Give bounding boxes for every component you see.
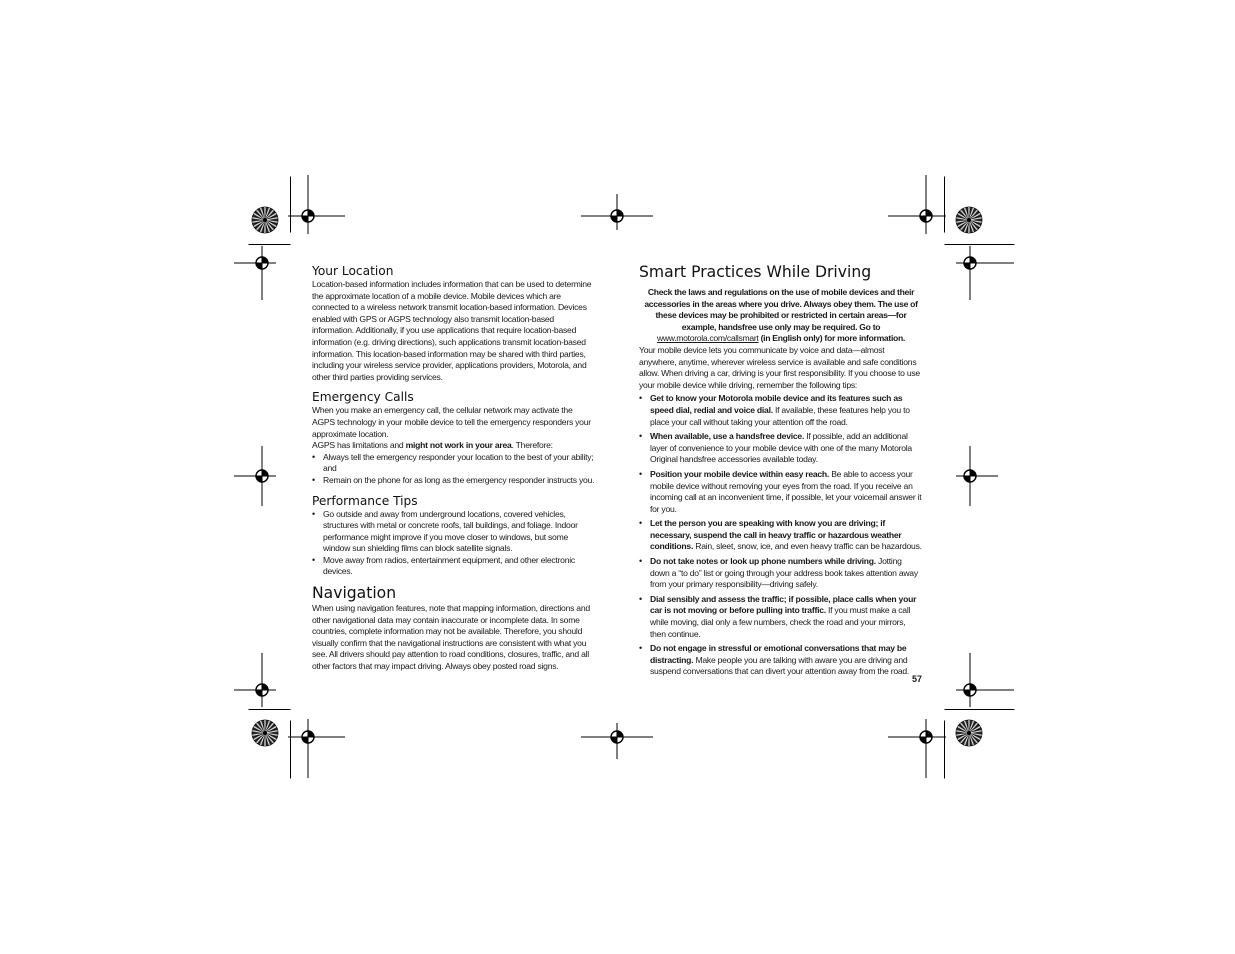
page-number: 57 (912, 674, 923, 684)
registration-crosshair-icon (581, 723, 653, 759)
driving-laws-notice-text: Check the laws and regulations on the use of mobile devices and their accessories in the areas where you drive. Always obey them. The use of these devices may be prohibited or restricted in certain areas—for example, handsfree use only may be required. Go to (644, 287, 918, 332)
registration-crosshair-icon (888, 719, 946, 778)
registration-starburst-icon (251, 719, 279, 747)
list-item: • Remain on the phone for as long as the emergency responder instructs you. (312, 475, 596, 487)
registration-starburst-icon (955, 206, 983, 234)
trim-line (944, 176, 946, 233)
list-item (639, 594, 923, 640)
list-item: • Go outside and away from underground locations, covered vehicles, structures with metal or concrete roofs, tall buildings, and foliage. Indoor performance might improve if you move closer to windows, but some window sun shielding films can block satellite signals. (312, 509, 596, 555)
trim-line (944, 709, 1015, 711)
driving-laws-notice (639, 287, 923, 345)
smart-practices-heading: Smart Practices While Driving (639, 263, 872, 281)
tip-title: When available, use a handsfree device. (650, 431, 805, 442)
registration-crosshair-icon (956, 653, 1014, 707)
driving-tips-list (639, 393, 923, 678)
tip-title: Do not engage in stressful or emotional conversations that may be distracting. (650, 643, 907, 665)
registration-crosshair-icon (288, 175, 345, 234)
list-item: • Always tell the emergency responder your location to the best of your ability; and (312, 452, 596, 475)
emergency-calls-heading: Emergency Calls (312, 390, 414, 405)
smart-practices-body: Your mobile device lets you communicate by voice and data—almost anywhere, anytime, wherever wireless service is available and safe conditions allow. When driving a car, driving is your first responsibility. If you choose to use your mobile device while driving, remember the following tips: (639, 344, 920, 390)
agps-limitations (312, 440, 596, 452)
emergency-calls-list (312, 452, 596, 487)
registration-crosshair-icon (288, 719, 345, 778)
registration-crosshair-icon (234, 653, 276, 707)
registration-starburst-icon (955, 719, 983, 747)
registration-crosshair-icon (581, 194, 653, 230)
list-item (639, 393, 923, 428)
registration-crosshair-icon (234, 246, 276, 300)
trim-line (248, 709, 291, 711)
left-column (312, 262, 596, 673)
registration-crosshair-icon (234, 446, 276, 506)
list-item (639, 518, 923, 553)
tip-title: Let the person you are speaking with know you are driving; if necessary, suspend the call in heavy traffic or hazardous weather conditions. (650, 518, 902, 552)
your-location-heading: Your Location (312, 264, 394, 278)
trim-line (290, 720, 292, 779)
tip-text: If you must make a call while moving, dial only a few numbers, check the road and your mirrors, then continue. (650, 605, 911, 639)
agps-limitations-bold: might not work in your area (405, 440, 512, 451)
registration-crosshair-icon (956, 446, 998, 506)
tip-text: If available, these features help you to place your call without taking your attention off the road. (650, 404, 910, 427)
registration-starburst-icon (251, 206, 279, 234)
trim-line (944, 244, 1015, 246)
tip-text: Jotting down a “to do” list or going through your address book takes attention away from your primary responsibility—driving safely. (650, 556, 918, 590)
registration-crosshair-icon (956, 246, 1014, 300)
driving-laws-notice-tail: (in English only) for more information. (758, 333, 906, 344)
right-column (639, 262, 923, 678)
your-location-body: Location-based information includes information that can be used to determine the approximate location of a mobile device. Mobile devices which are connected to a wireless network transmit location-based information. Devices enabled with GPS or AGPS technology also transmit location-based information. Additionally, if you use applications that require location-based information (e.g. driving directions), such applications transmit location-based information. This location-based information may be shared with third parties, including your wireless service provider, applications providers, Motorola, and other third parties providing services. (312, 279, 592, 382)
callsmart-link[interactable]: www.motorola.com/callsmart (656, 333, 759, 344)
tip-title: Dial sensibly and assess the traffic; if possible, place calls when your car is not moving or before pulling into traffic. (650, 593, 917, 616)
registration-crosshair-icon (888, 175, 946, 234)
emergency-calls-body: When you make an emergency call, the cellular network may activate the AGPS technology in your mobile device to tell the emergency responders your approximate location. (312, 405, 591, 439)
tip-text: Make people you are talking with aware you are driving and suspend conversations that can divert your attention away from the road. (650, 654, 910, 677)
list-item: • Move away from radios, entertainment equipment, and other electronic devices. (312, 555, 596, 578)
tip-text: Rain, sleet, snow, ice, and even heavy traffic can be hazardous. (693, 541, 922, 552)
navigation-body: When using navigation features, note that mapping information, directions and other navigational data may contain inaccurate or incomplete data. In some countries, complete information may not be available. Therefore, you should visually confirm that the navigational instructions are consistent with what you see. All drivers should pay attention to road conditions, closures, traffic, and all other factors that may impact driving. Always obey posted road signs. (312, 603, 590, 672)
performance-tips-list (312, 509, 596, 579)
tip-text: If possible, add an additional layer of convenience to your mobile device with one of the many Motorola Original handsfree accessories available today. (650, 431, 912, 465)
list-item (639, 643, 923, 678)
trim-line (248, 244, 291, 246)
tip-title: Get to know your Motorola mobile device and its features such as speed dial, redial and voice dial. (650, 393, 903, 415)
agps-limitations-post: . Therefore: (511, 440, 553, 451)
tip-title: Position your mobile device within easy reach. (650, 468, 830, 479)
trim-line (290, 176, 292, 233)
agps-limitations-pre: AGPS has limitations and (312, 440, 406, 451)
navigation-heading: Navigation (312, 584, 397, 603)
list-item (639, 556, 923, 591)
list-item (639, 469, 923, 515)
performance-tips-heading: Performance Tips (312, 493, 418, 508)
tip-title: Do not take notes or look up phone numbers while driving. (650, 556, 876, 567)
list-item (639, 431, 923, 466)
trim-line (944, 720, 946, 779)
tip-text: Be able to access your mobile device without removing your eyes from the road. If you receive an incoming call at an inconvenient time, if possible, let your voicemail answer it for you. (650, 468, 922, 514)
